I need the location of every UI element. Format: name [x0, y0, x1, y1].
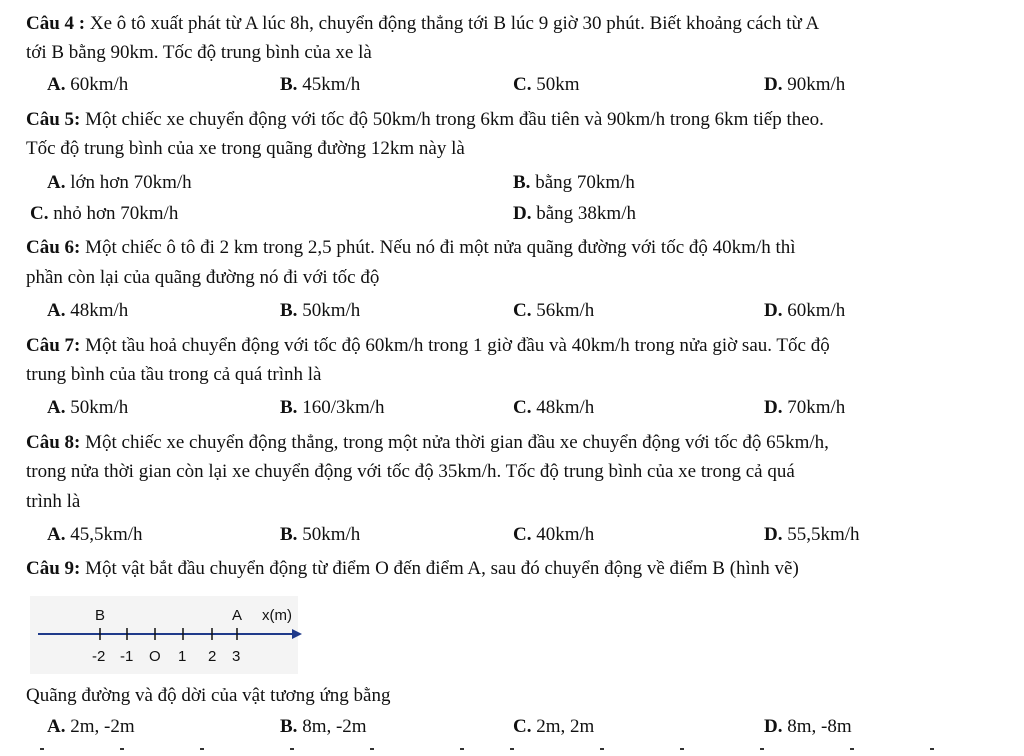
tick-label: -1	[120, 648, 134, 665]
q4-option-d: D. 90km/h	[764, 74, 846, 95]
q5-option-c: C. nhỏ hơn 70km/h	[30, 203, 179, 224]
q8-text-1: Một chiếc xe chuyển động thẳng, trong một nửa thời gian đầu xe chuyển động với tốc độ 65km/h,	[85, 432, 829, 453]
q7-label: Câu 7:	[26, 335, 81, 356]
q8-option-c: C. 40km/h	[513, 524, 595, 545]
q6-text-2: phần còn lại của quãng đường nó đi với tốc độ	[26, 267, 380, 288]
tick-label: 1	[178, 648, 187, 665]
q9-text-1: Một vật bắt đầu chuyển động từ điểm O đến điểm A, sau đó chuyển động về điểm B (hình vẽ)	[85, 558, 799, 579]
tick-label: O	[149, 648, 161, 665]
tick-label: 3	[232, 648, 241, 665]
q7-text-2: trung bình của tầu trong cả quá trình là	[26, 364, 322, 385]
q6-option-a: A. 48km/h	[47, 300, 129, 321]
q8-label: Câu 8:	[26, 432, 81, 453]
q6-option-b: B. 50km/h	[280, 300, 361, 321]
q4-option-c: C. 50km	[513, 74, 580, 95]
axis-unit-label: x(m)	[262, 607, 292, 624]
q6-text-1: Một chiếc ô tô đi 2 km trong 2,5 phút. Nếu nó đi một nửa quãng đường với tốc độ 40km/h thì	[85, 237, 796, 258]
q5-stem-line-1	[26, 108, 982, 132]
q5-text-1: Một chiếc xe chuyển động với tốc độ 50km/h trong 6km đầu tiên và 90km/h trong 6km tiếp theo.	[85, 109, 824, 130]
q9-option-c: C. 2m, 2m	[513, 716, 595, 737]
q7-option-c: C. 48km/h	[513, 397, 595, 418]
q9-option-b: B. 8m, -2m	[280, 716, 367, 737]
q7-text-1: Một tầu hoả chuyển động với tốc độ 60km/h trong 1 giờ đầu và 40km/h trong nửa giờ sau. Tốc độ	[85, 335, 830, 356]
cut-off-next-line	[0, 744, 1024, 756]
q7-stem-line-1	[26, 334, 982, 358]
q6-stem-line-1	[26, 236, 982, 260]
q4-option-b: B. 45km/h	[280, 74, 361, 95]
number-line-figure	[36, 600, 316, 670]
tick-label: -2	[92, 648, 106, 665]
q8-stem-line-1	[26, 431, 982, 455]
q5-option-a: A. lớn hơn 70km/h	[47, 172, 192, 193]
q9-option-a: A. 2m, -2m	[47, 716, 135, 737]
q8-option-d: D. 55,5km/h	[764, 524, 860, 545]
tick-label: 2	[208, 648, 217, 665]
q7-option-a: A. 50km/h	[47, 397, 129, 418]
axis-arrow-icon	[292, 629, 302, 639]
q8-option-a: A. 45,5km/h	[47, 524, 143, 545]
q8-text-2: trong nửa thời gian còn lại xe chuyển động với tốc độ 35km/h. Tốc độ trung bình của xe trong cả quá	[26, 461, 795, 482]
q4-option-a: A. 60km/h	[47, 74, 129, 95]
q4-label: Câu 4 :	[26, 13, 86, 34]
q5-option-d: D. bằng 38km/h	[513, 203, 636, 224]
q4-text-2: tới B bằng 90km. Tốc độ trung bình của xe là	[26, 42, 372, 63]
point-b-label: B	[95, 607, 106, 624]
q5-label: Câu 5:	[26, 109, 81, 130]
q9-text-2: Quãng đường và độ dời của vật tương ứng bằng	[26, 685, 391, 706]
q8-option-b: B. 50km/h	[280, 524, 361, 545]
q7-option-b: B. 160/3km/h	[280, 397, 385, 418]
q7-option-d: D. 70km/h	[764, 397, 846, 418]
q9-label: Câu 9:	[26, 558, 81, 579]
q6-label: Câu 6:	[26, 237, 81, 258]
q4-text-1: Xe ô tô xuất phát từ A lúc 8h, chuyển động thẳng tới B lúc 9 giờ 30 phút. Biết khoảng cách từ A	[89, 13, 820, 34]
point-a-label: A	[232, 607, 243, 624]
q4-stem-line-1	[26, 12, 982, 36]
q5-option-b: B. bằng 70km/h	[513, 172, 635, 193]
q6-option-d: D. 60km/h	[764, 300, 846, 321]
q9-stem-line-1	[26, 557, 982, 581]
q5-text-2: Tốc độ trung bình của xe trong quãng đường 12km này là	[26, 138, 465, 159]
q9-option-d: D. 8m, -8m	[764, 716, 852, 737]
q8-text-3: trình là	[26, 491, 81, 512]
q6-option-c: C. 56km/h	[513, 300, 595, 321]
